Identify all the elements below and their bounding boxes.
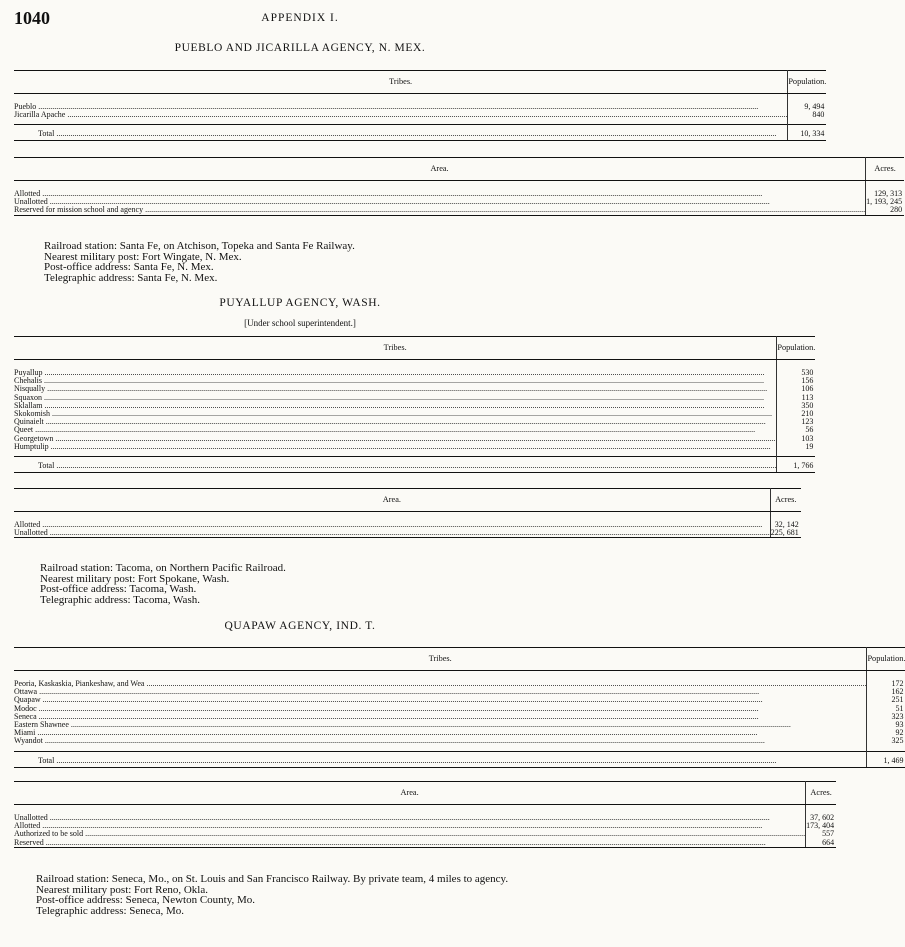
area-table: [14, 488, 801, 538]
tribe-population: 323: [891, 711, 904, 721]
tribe-population: 325: [891, 736, 904, 746]
tribe-population: 156: [801, 376, 814, 386]
acres-column-header: Acres.: [770, 489, 801, 512]
area-name: Unallotted .....: [14, 814, 806, 822]
tribe-population: 251: [891, 695, 904, 705]
telegraphic-note: Telegraphic address: Santa Fe, N. Mex.: [44, 271, 218, 284]
total-label: Total: [38, 460, 55, 470]
area-name: Unallotted .....: [14, 529, 770, 538]
tribe-name: Modoc .....: [14, 705, 867, 713]
tribe-population: 92: [895, 728, 904, 738]
area-acres: 225, 681: [770, 528, 799, 538]
area-column-header: Area.: [14, 489, 770, 512]
table-row: [14, 839, 836, 848]
agency-title: PUEBLO AND JICARILLA AGENCY, N. MEX.: [174, 42, 426, 54]
tribe-population: 93: [895, 720, 904, 730]
total-row: [14, 751, 905, 767]
population-column-header: Population.: [788, 71, 827, 94]
total-row: [14, 457, 815, 473]
agency-title: QUAPAW AGENCY, IND. T.: [224, 620, 376, 632]
tribe-name: Seneca .....: [14, 713, 867, 721]
table-row: [14, 529, 801, 538]
tribe-name: Miami .....: [14, 729, 867, 737]
tribe-population: 840: [812, 110, 825, 120]
total-value: 1, 766: [777, 457, 816, 473]
post-office-note: Post-office address: Santa Fe, N. Mex.: [44, 261, 214, 273]
tribe-population: 210: [801, 409, 814, 419]
table-row: [14, 737, 905, 745]
total-value: 10, 334: [788, 125, 827, 141]
tribe-name: Puyallup .....: [14, 369, 777, 377]
area-acres: 1, 193, 245: [866, 197, 903, 207]
area-table: [14, 781, 836, 848]
tribe-name: Georgetown .....: [14, 435, 777, 443]
tribe-name: Ottawa .....: [14, 688, 867, 696]
tribe-name: Quinaielt .....: [14, 418, 777, 426]
tribe-population: 172: [891, 679, 904, 688]
running-title: APPENDIX I.: [261, 12, 339, 24]
area-acres: 32, 142: [774, 520, 799, 529]
area-name: Authorized to be sold .....: [14, 830, 806, 838]
acres-column-header: Acres.: [806, 782, 837, 805]
table-row: [14, 443, 815, 451]
telegraphic-note: Telegraphic address: Seneca, Mo.: [36, 904, 184, 917]
area-table: [14, 157, 904, 216]
tribes-table: [14, 336, 815, 473]
agency-notes: [14, 874, 586, 916]
tribe-name: Pueblo .....: [14, 103, 788, 111]
total-label: Total: [38, 755, 55, 765]
tribe-name: Eastern Shawnee .....: [14, 721, 867, 729]
tribe-name: Sklallam .....: [14, 402, 777, 410]
area-column-header: Area.: [14, 158, 866, 181]
tribes-column-header: Tribes.: [14, 648, 867, 671]
total-label: Total: [38, 129, 55, 139]
tribe-population: 51: [895, 703, 904, 713]
post-office-note: Post-office address: Seneca, Newton County, Mo.: [36, 894, 256, 906]
area-name: Allotted .....: [14, 822, 806, 830]
tribe-name: Skokomish .....: [14, 410, 777, 418]
tribe-name: Chehalis .....: [14, 377, 777, 385]
table-row: [14, 206, 904, 215]
population-column-header: Population.: [867, 648, 905, 671]
military-post-note: Nearest military post: Fort Reno, Okla.: [36, 883, 208, 896]
tribe-population: 106: [801, 384, 814, 394]
area-name: Allotted .....: [14, 190, 866, 198]
post-office-note: Post-office address: Tacoma, Wash.: [40, 583, 197, 595]
total-value: 1, 469: [867, 751, 905, 767]
agency-title: PUYALLUP AGENCY, WASH.: [219, 297, 381, 309]
tribes-column-header: Tribes.: [14, 337, 777, 360]
tribe-population: 103: [801, 433, 814, 443]
railroad-station-note: Railroad station: Seneca, Mo., on St. Louis and San Francisco Railway. By private team, 4 miles to agency.: [36, 873, 509, 885]
agency-subtitle: [Under school superintendent.]: [244, 318, 356, 328]
area-acres: 129, 313: [874, 189, 903, 198]
tribes-table: [14, 647, 905, 768]
area-acres: 173, 404: [806, 821, 835, 831]
tribe-population: 123: [801, 417, 814, 427]
tribe-name: Queet .....: [14, 426, 777, 434]
page-number: 1040: [14, 8, 50, 28]
area-name: Allotted .....: [14, 521, 770, 529]
military-post-note: Nearest military post: Fort Wingate, N. Mex.: [44, 250, 242, 263]
railroad-station-note: Railroad station: Santa Fe, on Atchison, Topeka and Santa Fe Railway.: [44, 240, 355, 252]
tribe-name: Squaxon .....: [14, 394, 777, 402]
area-acres: 280: [866, 206, 905, 215]
tribe-name: Wyandot .....: [14, 737, 867, 745]
tribes-table: [14, 70, 826, 141]
telegraphic-note: Telegraphic address: Tacoma, Wash.: [40, 593, 200, 606]
tribe-name: Nisqually .....: [14, 385, 777, 393]
tribe-name: Humptulip .....: [14, 443, 777, 451]
area-column-header: Area.: [14, 782, 806, 805]
acres-column-header: Acres.: [866, 158, 905, 181]
agency-notes: [40, 563, 580, 605]
population-column-header: Population.: [777, 337, 816, 360]
tribe-population: 113: [801, 392, 814, 402]
railroad-station-note: Railroad station: Tacoma, on Northern Pacific Railroad.: [40, 562, 286, 574]
area-name: Unallotted .....: [14, 198, 866, 206]
tribe-population: 530: [801, 368, 814, 377]
agency-notes: [44, 241, 584, 283]
area-acres: 37, 602: [810, 813, 835, 822]
total-row: [14, 125, 826, 141]
tribe-population: 162: [891, 687, 904, 697]
area-acres: 557: [822, 829, 835, 839]
table-row: [14, 111, 826, 119]
page-header: [14, 8, 586, 30]
tribes-column-header: Tribes.: [14, 71, 788, 94]
tribe-name: Quapaw .....: [14, 696, 867, 704]
area-name: Reserved for mission school and agency .....: [14, 206, 866, 215]
military-post-note: Nearest military post: Fort Spokane, Wash.: [40, 572, 230, 585]
tribe-population: 56: [805, 425, 814, 435]
tribe-name: Peoria, Kaskaskia, Piankeshaw, and Wea .....: [14, 680, 867, 688]
area-name: Reserved .....: [14, 839, 806, 848]
tribe-population: 350: [801, 400, 814, 410]
tribe-name: Jicarilla Apache .....: [14, 111, 788, 119]
tribe-population: 9, 494: [804, 102, 825, 111]
tribe-population: 19: [805, 441, 814, 451]
area-acres: 664: [806, 839, 837, 848]
